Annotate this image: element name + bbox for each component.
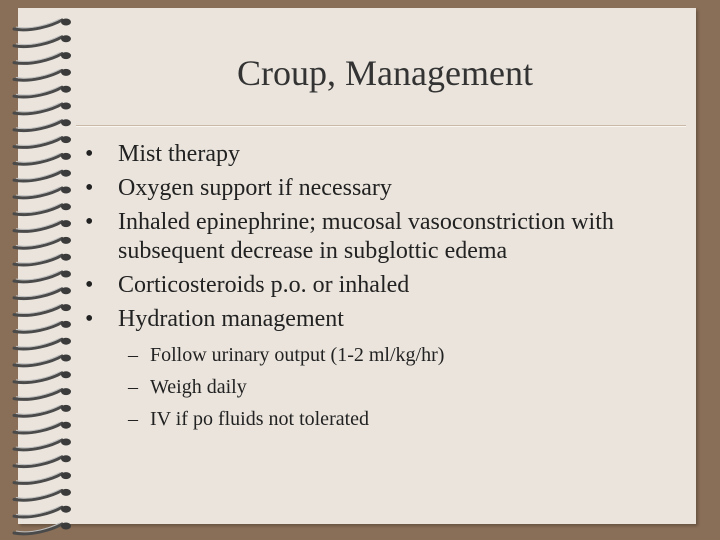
- spiral-ring: [14, 203, 71, 214]
- spiral-ring: [14, 338, 71, 349]
- sub-bullet-item: [118, 342, 660, 369]
- spiral-ring: [14, 69, 71, 80]
- bullet-glyph: •: [85, 175, 94, 201]
- bullet-item: [80, 305, 660, 433]
- spiral-ring: [14, 119, 71, 130]
- sub-bullet-item: [118, 374, 660, 401]
- bullet-item: [80, 140, 660, 169]
- spiral-ring: [14, 439, 71, 450]
- bullet-glyph: •: [85, 306, 94, 332]
- spiral-ring: [14, 237, 71, 248]
- bullet-list: [80, 140, 660, 433]
- sub-bullet-item: [118, 406, 660, 433]
- spiral-ring: [14, 187, 71, 198]
- spiral-ring: [14, 271, 71, 282]
- dash-glyph: –: [128, 408, 138, 430]
- sub-bullet-text: Follow urinary output (1-2 ml/kg/hr): [150, 344, 445, 366]
- spiral-ring: [14, 523, 71, 534]
- spiral-ring: [14, 371, 71, 382]
- spiral-ring: [14, 422, 71, 433]
- bullet-glyph: •: [85, 209, 94, 235]
- bullet-glyph: •: [85, 272, 94, 298]
- bullet-text: Inhaled epinephrine; mucosal vasoconstriction with subsequent decrease in subglottic edema: [118, 209, 614, 264]
- spiral-ring: [14, 170, 71, 181]
- spiral-ring: [14, 220, 71, 231]
- bullet-glyph: •: [85, 141, 94, 167]
- bullet-text: Mist therapy: [118, 141, 240, 167]
- spiral-ring: [14, 86, 71, 97]
- spiral-ring: [14, 304, 71, 315]
- spiral-binding: [0, 0, 90, 540]
- spiral-ring: [14, 455, 71, 466]
- dash-glyph: –: [128, 344, 138, 366]
- bullet-text: Corticosteroids p.o. or inhaled: [118, 272, 410, 298]
- slide-title: Croup, Management: [237, 53, 533, 93]
- spiral-ring: [14, 388, 71, 399]
- bullet-text: Oxygen support if necessary: [118, 175, 392, 201]
- bullet-text: Hydration management: [118, 306, 344, 332]
- spiral-ring: [14, 136, 71, 147]
- spiral-ring: [14, 254, 71, 265]
- spiral-ring: [14, 287, 71, 298]
- bullet-item: [80, 174, 660, 203]
- spiral-ring: [14, 472, 71, 483]
- spiral-ring: [14, 103, 71, 114]
- slide-body: [80, 140, 660, 438]
- bullet-item: [80, 208, 660, 266]
- dash-glyph: –: [128, 376, 138, 398]
- spiral-ring: [14, 489, 71, 500]
- sub-bullet-text: IV if po fluids not tolerated: [150, 408, 370, 430]
- bullet-item: [80, 271, 660, 300]
- spiral-ring: [14, 153, 71, 164]
- spiral-ring: [14, 355, 71, 366]
- spiral-ring: [14, 506, 71, 517]
- title-divider: [76, 125, 686, 127]
- spiral-ring: [14, 321, 71, 332]
- spiral-ring: [14, 52, 71, 63]
- sub-bullet-list: [118, 342, 660, 433]
- sub-bullet-text: Weigh daily: [150, 376, 247, 398]
- spiral-ring: [14, 405, 71, 416]
- spiral-ring: [14, 19, 71, 30]
- spiral-ring: [14, 35, 71, 46]
